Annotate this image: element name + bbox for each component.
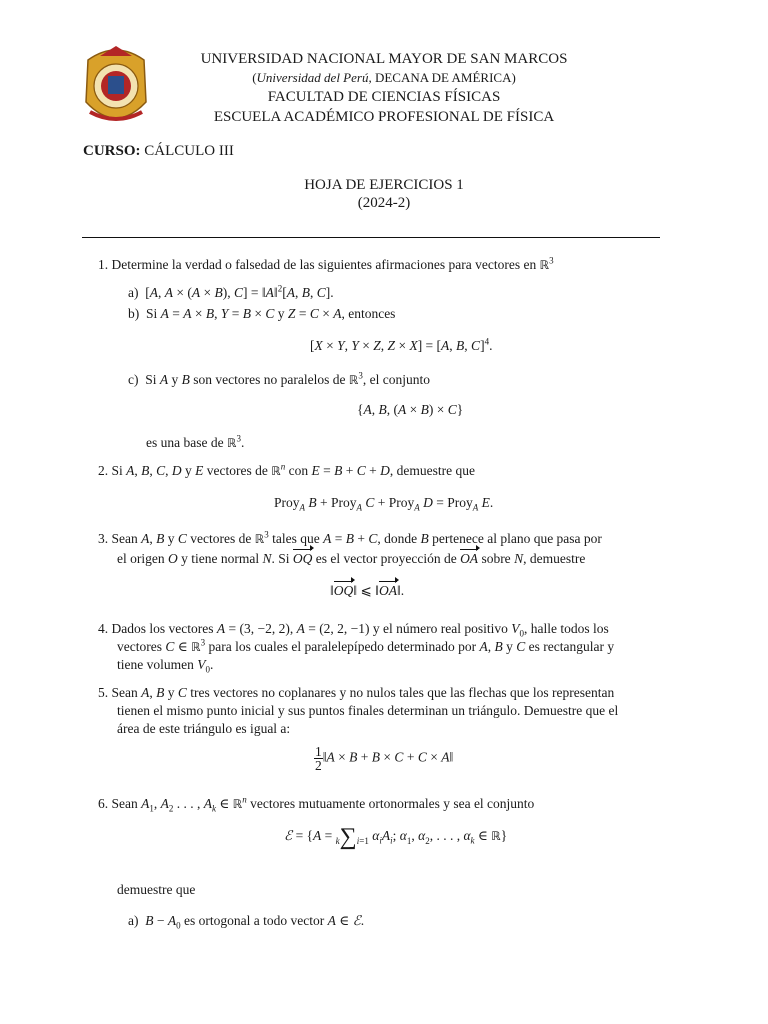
exercise-6-formula: ℰ = {A = k∑i=1 $\alpha_iA_i$; $\alpha_1$, $\alpha_2$, . . . , $\alpha_k$ ∈ ℝ} bbox=[284, 824, 508, 850]
exercise-6-line1: 6. Sean $A_1$, $A_2$ . . . , $A_k$ ∈ ℝ$^n$ vectores mutuamente ortonormales y sea el conjunto bbox=[98, 794, 535, 814]
exercise-1b: b) Si A = A × B, Y = B × C y Z = C × A, entonces bbox=[128, 306, 396, 321]
exercise-1a: a) [A, A × (A × B), C] = ‖A‖$^2$[A, B, C]. bbox=[128, 283, 334, 300]
exercise-4-line2: vectores C ∈ ℝ$^3$ para los cuales el paralelepípedo determinado por A, B y C es rectangular y bbox=[117, 637, 615, 654]
exercise-1c-formula: {A, B, (A × B) × C} bbox=[357, 402, 464, 417]
exercise-3-line1: 3. Sean A, B y C vectores de ℝ$^3$ tales que A = B + C, donde B pertenece al plano que pasa por bbox=[98, 529, 602, 546]
exercise-5-line3: área de este triángulo es igual a: bbox=[117, 721, 291, 736]
sheet-period: (2024-2) bbox=[357, 195, 411, 211]
exercise-6a: a) $B - A_0$ es ortogonal a todo vector A ∈ ℰ. bbox=[128, 913, 365, 931]
university-name: UNIVERSIDAD NACIONAL MAYOR DE SAN MARCOS bbox=[200, 51, 568, 67]
faculty-name: FACULTAD DE CIENCIAS FÍSICAS bbox=[267, 89, 501, 105]
school-name: ESCUELA ACADÉMICO PROFESIONAL DE FÍSICA bbox=[213, 109, 555, 125]
sheet-title: HOJA DE EJERCICIOS 1 bbox=[304, 177, 464, 193]
exercise-1: 1. Determine la verdad o falsedad de las siguientes afirmaciones para vectores en ℝ$^3$ bbox=[98, 255, 554, 272]
exercise-5-formula: $\frac{1}{2}$ ‖A × B + B × C + C × A‖ bbox=[315, 744, 454, 773]
exercise-3-line2: el origen O y tiene normal N. Si OQ es el vector proyección de OA sobre N, demuestre bbox=[117, 551, 586, 566]
exercise-3-formula: ‖OQ‖ ⩽ ‖OA‖. bbox=[330, 583, 405, 598]
exercise-1b-formula: [X × Y, Y × Z, Z × X] = [A, B, C]$^4$. bbox=[310, 336, 493, 353]
course-line: CURSO: CÁLCULO III bbox=[83, 143, 234, 159]
exercise-2: 2. Si A, B, C, D y E vectores de ℝ$^n$ con E = B + C + D, demuestre que bbox=[98, 461, 475, 478]
exercise-4-line3: tiene volumen $V_0$. bbox=[117, 657, 214, 675]
exercise-1c: c) Si A y B son vectores no paralelos de ℝ$^3$, el conjunto bbox=[128, 370, 430, 387]
exercise-6-demuestre: demuestre que bbox=[117, 882, 196, 897]
header-divider bbox=[82, 237, 660, 238]
exercise-4-line1: 4. Dados los vectores A = (3, −2, 2), A = (2, 2, −1) y el número real positivo $V_0$, halle todos los bbox=[98, 621, 609, 639]
exercise-5-line2: tienen el mismo punto inicial y sus puntos finales determinan un triángulo. Demuestre que el bbox=[117, 703, 619, 718]
exercise-2-formula: Proy$_A$ B + Proy$_A$ C + Proy$_A$ D = Proy$_A$ E. bbox=[274, 495, 494, 513]
exercise-1c-tail: es una base de ℝ$^3$. bbox=[146, 433, 245, 450]
exercise-5-line1: 5. Sean A, B y C tres vectores no coplanares y no nulos tales que las flechas que los representan bbox=[98, 685, 615, 700]
university-subtitle: (Universidad del Perú, DECANA DE AMÉRICA) bbox=[252, 70, 516, 85]
